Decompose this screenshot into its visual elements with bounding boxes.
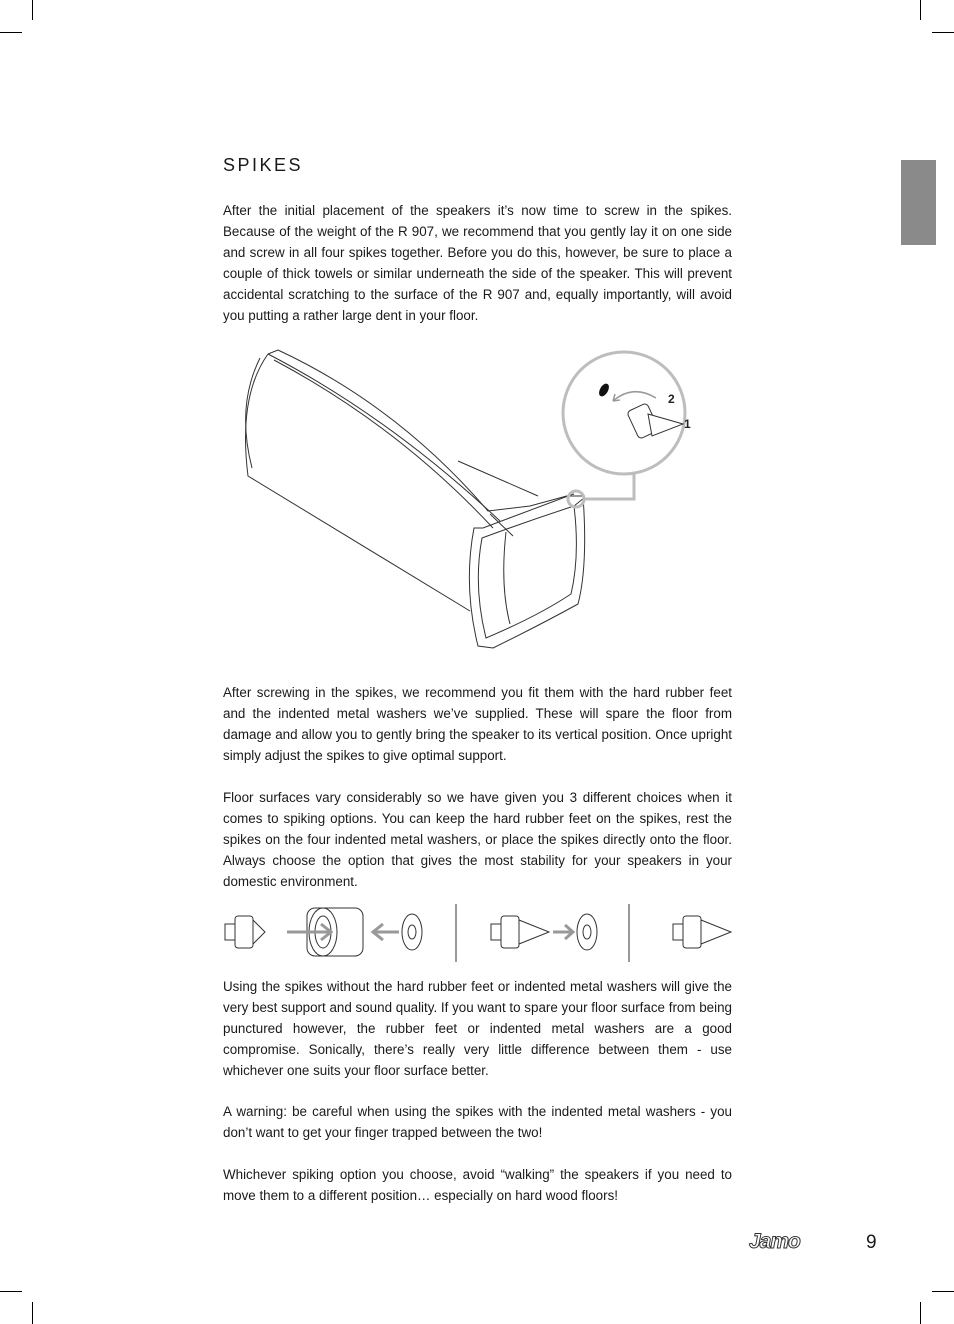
paragraph-intro: After the initial placement of the speakers it’s now time to screw in the spikes. Because of the weight of the R 907, we recommend that you gently lay it on one side and screw in all four spikes together. Before you do this, however, be sure to place a couple of thick towels or similar underneath the side of the speaker. This will prevent accidental scratching to the surface of the R 907 and, equally importantly, will avoid you putting a rather large dent in your floor. <box>223 203 732 323</box>
crop-mark <box>32 0 33 20</box>
step-label: 1 <box>684 417 691 431</box>
paragraph-warning: A warning: be careful when using the spikes with the indented metal washers - you don’t want to get your finger trapped between the two! <box>223 1104 732 1140</box>
step-label: 2 <box>668 392 675 406</box>
section-title: SPIKES <box>223 155 304 175</box>
page-number: 9 <box>866 1232 877 1253</box>
crop-mark <box>920 0 921 20</box>
paragraph-floor-options: Floor surfaces vary considerably so we have given you 3 different choices when it comes to spiking options. You can keep the hard rubber feet on the spikes, rest the spikes on the four indented metal washers, or place the spikes directly onto the floor. Always choose the option that gives the most stability for your speakers in your domestic environment. <box>223 790 732 889</box>
jamo-logo <box>749 1231 829 1253</box>
paragraph-walking: Whichever spiking option you choose, avoid “walking” the speakers if you need to move them to a different position… especially on hard wood floors! <box>223 1167 732 1203</box>
paragraph-sound-quality: Using the spikes without the hard rubber feet or indented metal washers will give the very best support and sound quality. If you want to spare your floor surface from being punctured however, the rubber feet or indented metal washers are a good compromise. Sonically, there’s really very little difference between them - use whichever one suits your floor surface better. <box>223 979 732 1078</box>
crop-mark <box>920 1302 921 1324</box>
crop-mark <box>0 32 22 33</box>
paragraph-rubber-feet: After screwing in the spikes, we recommend you fit them with the hard rubber feet and the indented metal washers we’ve supplied. These will spare the floor from damage and allow you to gently bring the speaker to its vertical position. Once upright simply adjust the spikes to give optimal support. <box>223 685 732 763</box>
crop-mark <box>0 1291 22 1292</box>
speaker-spike-illustration <box>238 346 691 656</box>
crop-mark <box>932 1291 954 1292</box>
spiking-options-illustration <box>223 900 738 966</box>
crop-mark <box>932 32 954 33</box>
svg-text:Jamo: Jamo <box>749 1230 800 1253</box>
section-tab <box>901 160 936 245</box>
crop-mark <box>32 1302 33 1324</box>
